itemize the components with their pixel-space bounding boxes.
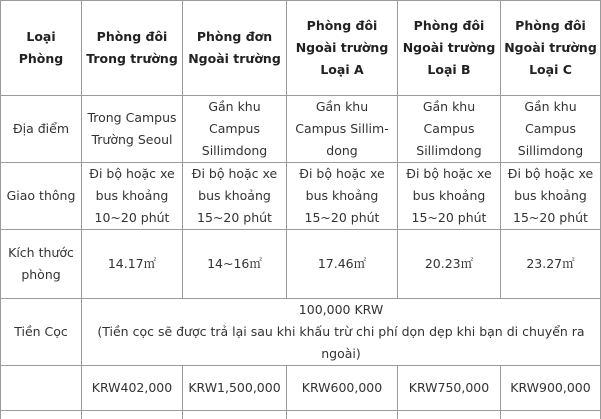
transport-cell: Đi bộ hoặc xe bus khoảng 15~20 phút [183,163,287,230]
transport-label: Giao thông [1,163,82,230]
location-row [1,96,601,163]
deposit-cell [82,299,601,366]
header-double-off-campus-c: Phòng đôi Ngoài trường Loại C [501,1,601,96]
header-row [1,1,601,96]
location-cell: Gần khu Campus Sillimdong [501,96,601,163]
transport-cell: Đi bộ hoặc xe bus khoảng 15~20 phút [287,163,398,230]
transport-cell: Đi bộ hoặc xe bus khoảng 15~20 phút [398,163,501,230]
price-cell: KRW600,000 [287,366,398,411]
size-label: Kích thước phòng [1,230,82,299]
price-cell: KRW900,000 [501,366,601,411]
location-label: Địa điểm [1,96,82,163]
size-cell: 17.46㎡ [287,230,398,299]
header-room-type: Loại Phòng [1,1,82,96]
size-cell: 23.27㎡ [501,230,601,299]
header-double-on-campus: Phòng đôi Trong trường [82,1,183,96]
transport-cell: Đi bộ hoặc xe bus khoảng 15~20 phút [501,163,601,230]
price-label [1,366,82,411]
location-cell: Gần khu Campus Sillimdong [398,96,501,163]
header-double-off-campus-b: Phòng đôi Ngoài trường Loại B [398,1,501,96]
price-cell: KRW750,000 [398,366,501,411]
size-row [1,230,601,299]
size-cell: 14.17㎡ [82,230,183,299]
header-double-off-campus-a: Phòng đôi Ngoài trường Loại A [287,1,398,96]
location-cell: Gần khu Campus Sillimdong [183,96,287,163]
price-row [1,366,601,411]
size-cell: 20.23㎡ [398,230,501,299]
location-cell: Gần khu Campus Sillim-dong [287,96,398,163]
location-cell: Trong Campus Trường Seoul [82,96,183,163]
deposit-note: (Tiền cọc sẽ được trả lại sau khi khấu trừ chi phí dọn dẹp khi bạn di chuyển ra ngoài) [97,324,585,361]
transport-row [1,163,601,230]
size-cell: 14~16㎡ [183,230,287,299]
deposit-row [1,299,601,366]
header-single-off-campus: Phòng đơn Ngoài trường [183,1,287,96]
price-cell: KRW402,000 [82,366,183,411]
transport-cell: Đi bộ hoặc xe bus khoảng 10~20 phút [82,163,183,230]
deposit-label: Tiền Cọc [1,299,82,366]
deposit-amount: 100,000 KRW [298,302,384,317]
price-cell: KRW1,500,000 [183,366,287,411]
